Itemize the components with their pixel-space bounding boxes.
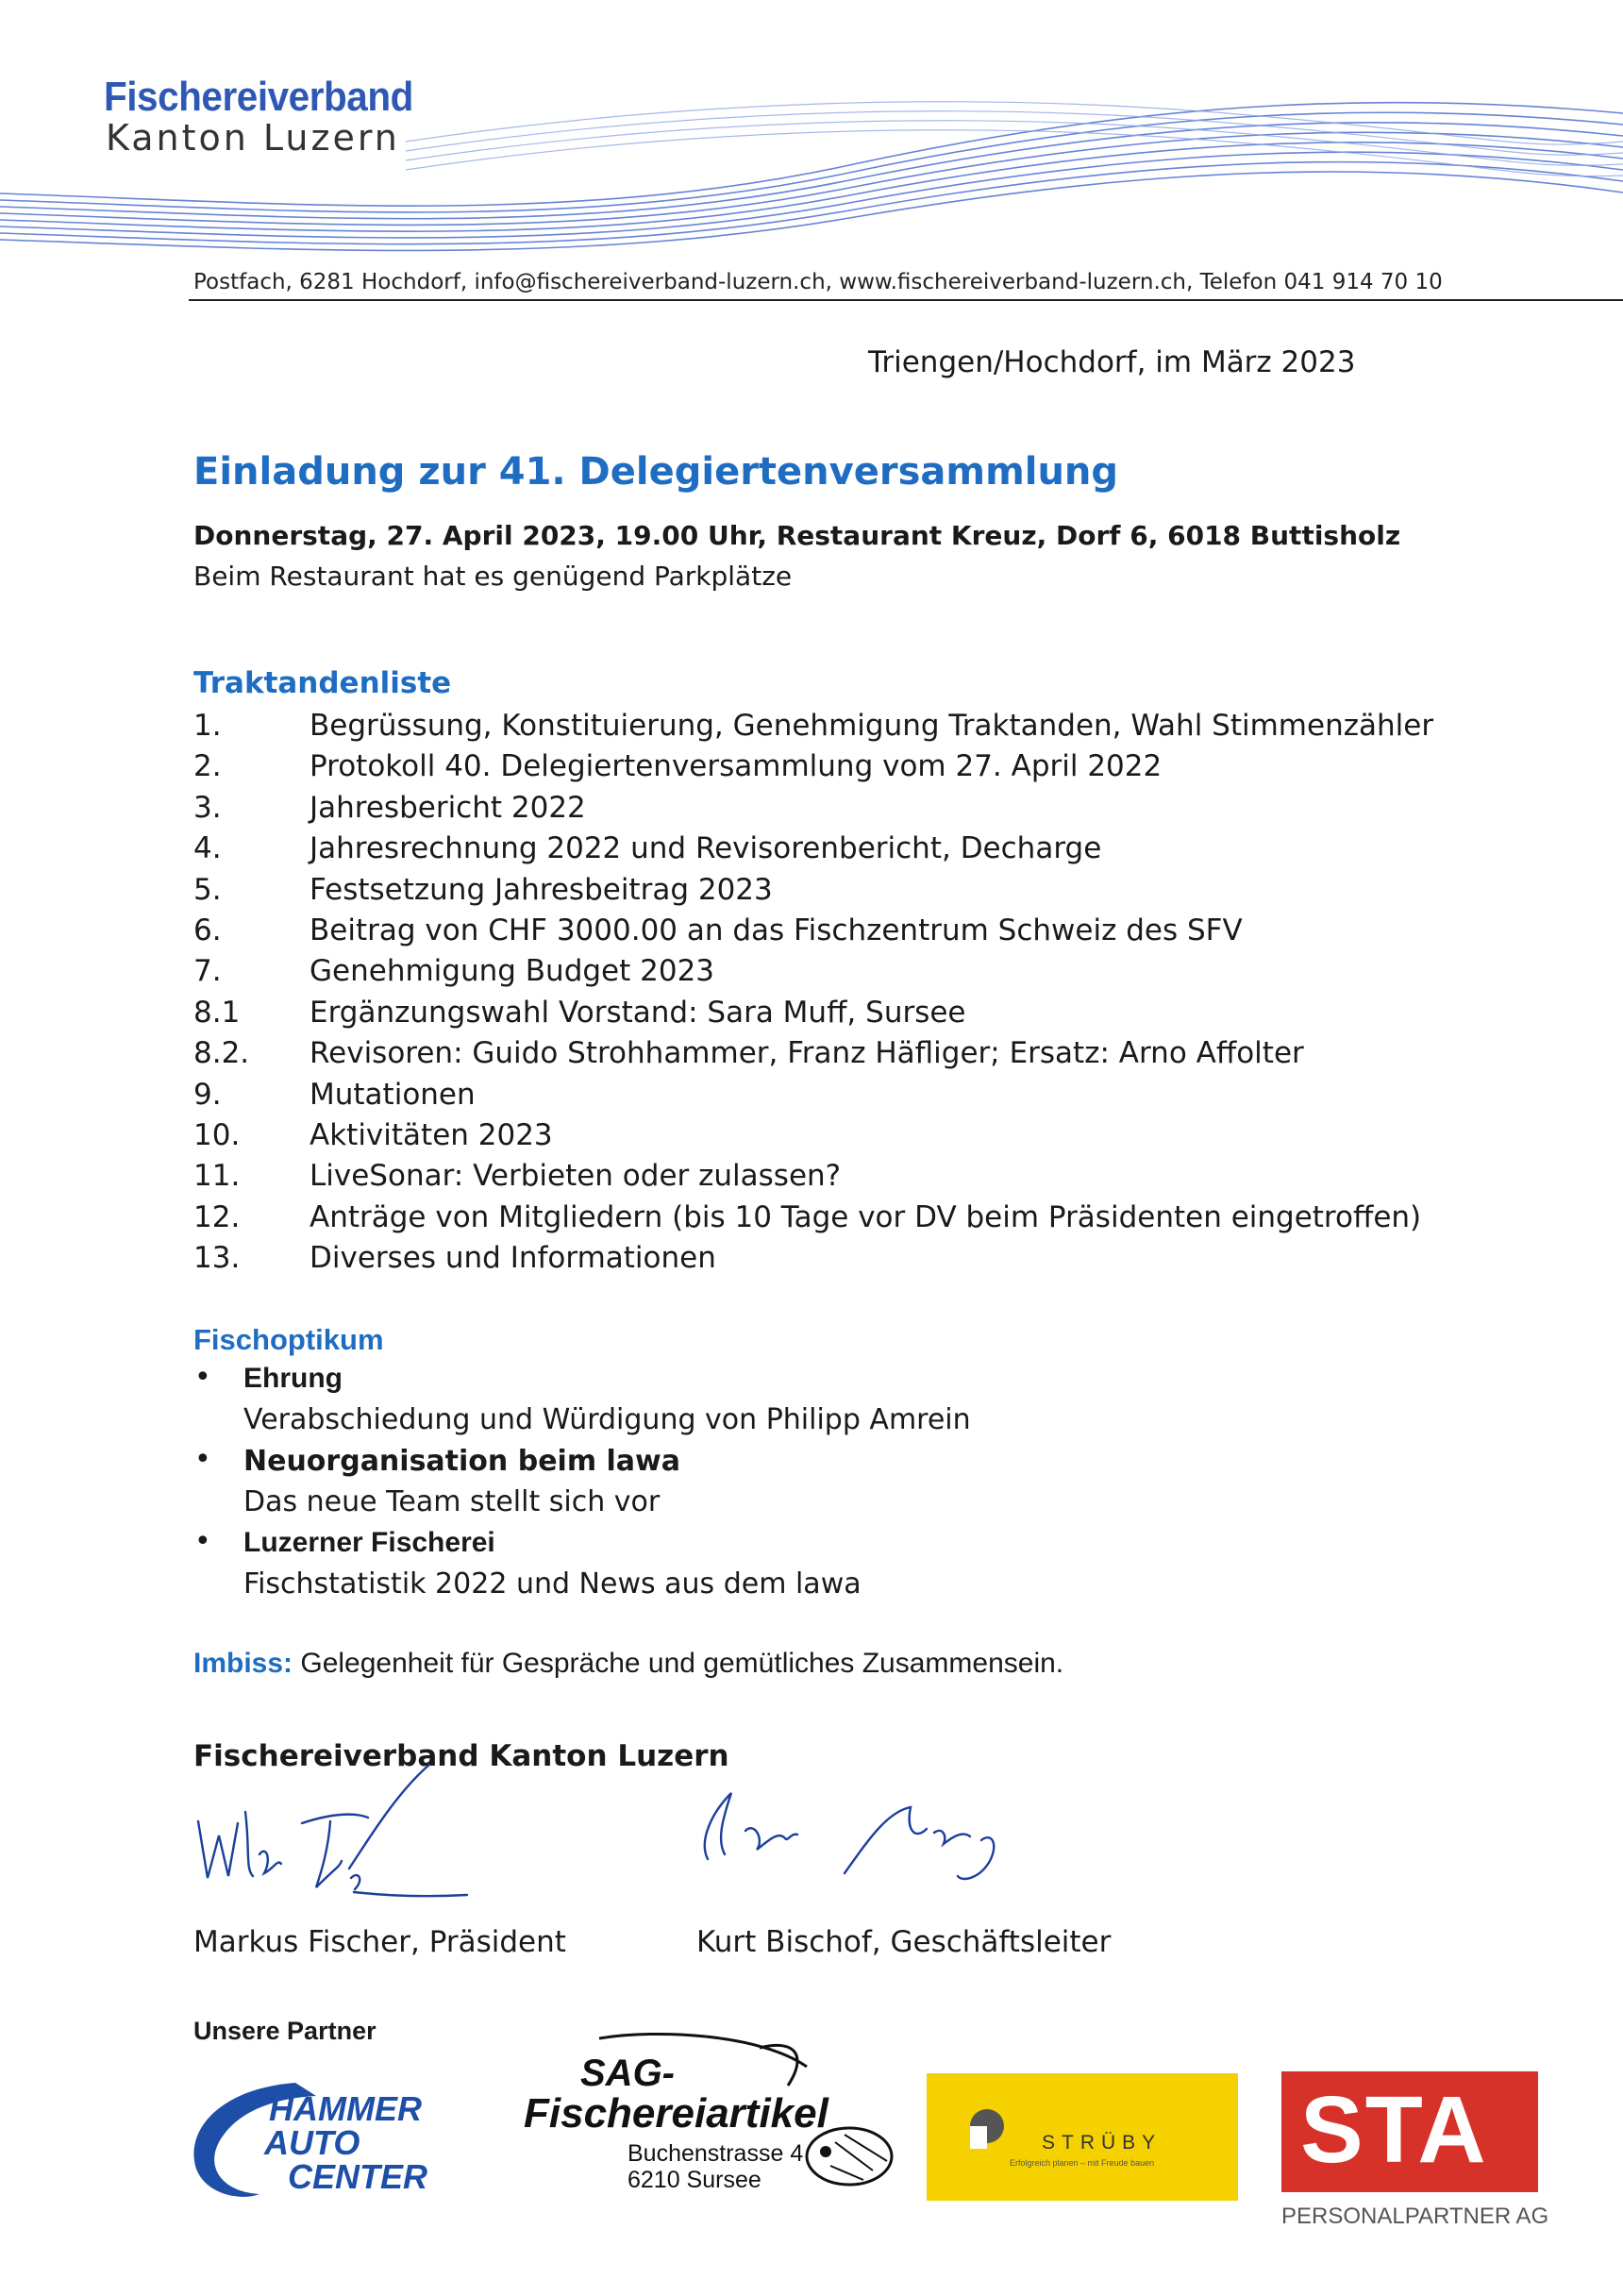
imbiss-label: Imbiss: xyxy=(193,1648,293,1679)
agenda-item-number: 8.2. xyxy=(193,1036,250,1071)
org-logo-name: Fischereiverband xyxy=(104,74,413,120)
bullet-icon: • xyxy=(194,1361,211,1394)
agenda-item-text: Jahresbericht 2022 xyxy=(310,790,586,825)
bullet-icon: • xyxy=(194,1443,211,1476)
agenda-item-number: 6. xyxy=(193,913,222,947)
agenda-item xyxy=(193,954,714,995)
agenda-heading: Traktandenliste xyxy=(193,666,452,700)
agenda-item-number: 3. xyxy=(193,790,222,825)
agenda-item-text: Revisoren: Guido Strohhammer, Franz Häfliger; Ersatz: Arno Affolter xyxy=(310,1036,1304,1071)
bullet-icon: • xyxy=(194,1525,211,1558)
partner-logo-sag xyxy=(524,2029,911,2218)
agenda-item xyxy=(193,791,586,831)
agenda-item-text: Ergänzungswahl Vorstand: Sara Muff, Sursee xyxy=(310,995,966,1030)
agenda-item-number: 2. xyxy=(193,749,222,784)
fischoptikum-heading: Fischoptikum xyxy=(193,1323,384,1356)
agenda-item-text: Aktivitäten 2023 xyxy=(310,1118,553,1152)
sta-wordmark: STA xyxy=(1300,2077,1488,2183)
partners-heading: Unsere Partner xyxy=(193,2017,376,2045)
sag-line-4: 6210 Sursee xyxy=(627,2167,761,2193)
fischoptikum-item-title: Luzerner Fischerei xyxy=(243,1527,495,1558)
agenda-item-number: 12. xyxy=(193,1199,241,1234)
agenda-item-text: Festsetzung Jahresbeitrag 2023 xyxy=(310,872,773,907)
agenda-item-text: Jahresrechnung 2022 und Revisorenbericht, Decharge xyxy=(310,831,1102,866)
sag-line-3: Buchenstrasse 4 xyxy=(627,2140,804,2167)
strueby-wordmark: STRÜBY xyxy=(1042,2132,1163,2154)
agenda-item-text: Diverses und Informationen xyxy=(310,1241,716,1276)
agenda-item xyxy=(193,749,1162,790)
signer-manager: Kurt Bischof, Geschäftsleiter xyxy=(696,1925,1112,1959)
fischoptikum-item-desc: Das neue Team stellt sich vor xyxy=(243,1485,661,1518)
fischoptikum-item-title: Neuorganisation beim lawa xyxy=(243,1445,681,1478)
signer-president: Markus Fischer, Präsident xyxy=(193,1925,566,1959)
agenda-item-number: 4. xyxy=(193,831,222,866)
agenda-item xyxy=(193,873,773,913)
place-date: Triengen/Hochdorf, im März 2023 xyxy=(868,345,1356,379)
sag-line-2: Fischereiartikel xyxy=(524,2090,828,2137)
sag-line-1: SAG- xyxy=(580,2053,675,2094)
signature-manager xyxy=(679,1774,1057,1897)
signature-president xyxy=(179,1755,481,1916)
fischoptikum-item-title: Ehrung xyxy=(243,1363,343,1394)
agenda-item-text: Anträge von Mitgliedern (bis 10 Tage vor DV beim Präsidenten eingetroffen) xyxy=(310,1199,1422,1234)
agenda-item-number: 8.1 xyxy=(193,995,241,1030)
agenda-item xyxy=(193,1200,1421,1241)
fischoptikum-item-desc: Fischstatistik 2022 und News aus dem lawa xyxy=(243,1567,862,1600)
hammer-line-3: CENTER xyxy=(288,2157,428,2196)
hammer-line-1: HAMMER xyxy=(269,2089,422,2128)
event-details: Donnerstag, 27. April 2023, 19.00 Uhr, Restaurant Kreuz, Dorf 6, 6018 Buttisholz xyxy=(193,520,1401,551)
agenda-item-number: 5. xyxy=(193,872,222,907)
partner-logo-hammer xyxy=(184,2071,505,2204)
agenda-item-text: LiveSonar: Verbieten oder zulassen? xyxy=(310,1159,842,1194)
agenda-item-number: 13. xyxy=(193,1241,241,1276)
agenda-item-number: 1. xyxy=(193,709,222,743)
document-title: Einladung zur 41. Delegiertenversammlung xyxy=(193,450,1119,494)
agenda-item-text: Begrüssung, Konstituierung, Genehmigung Traktanden, Wahl Stimmenzähler xyxy=(310,709,1434,743)
imbiss-note xyxy=(193,1648,1063,1680)
agenda-item-number: 10. xyxy=(193,1118,241,1152)
contact-line: Postfach, 6281 Hochdorf, info@fischereiverband-luzern.ch, www.fischereiverband-luzern.ch, Telefon 041 914 70 10 xyxy=(193,270,1443,294)
agenda-item-text: Genehmigung Budget 2023 xyxy=(310,954,715,989)
fischoptikum-item-desc: Verabschiedung und Würdigung von Philipp Amrein xyxy=(243,1403,971,1436)
agenda-item xyxy=(193,709,1433,749)
parking-note: Beim Restaurant hat es genügend Parkplätze xyxy=(193,561,793,592)
agenda-item-text: Protokoll 40. Delegiertenversammlung vom 27. April 2022 xyxy=(310,749,1163,784)
agenda-item xyxy=(193,1036,1304,1077)
agenda-item xyxy=(193,1241,716,1282)
agenda-item xyxy=(193,831,1101,872)
partner-logo-sta xyxy=(1281,2071,1538,2192)
org-logo-subtitle: Kanton Luzern xyxy=(106,117,400,159)
agenda-item-text: Mutationen xyxy=(310,1077,476,1112)
agenda-item-number: 9. xyxy=(193,1077,222,1112)
sta-subtitle: PERSONALPARTNER AG xyxy=(1281,2204,1549,2229)
agenda-item xyxy=(193,1159,841,1199)
agenda-item-number: 7. xyxy=(193,954,222,989)
agenda-item-text: Beitrag von CHF 3000.00 an das Fischzentrum Schweiz des SFV xyxy=(310,913,1243,947)
header-rule xyxy=(189,299,1623,301)
agenda-item xyxy=(193,1118,553,1159)
agenda-item-number: 11. xyxy=(193,1159,241,1194)
agenda-item xyxy=(193,913,1243,954)
agenda-item xyxy=(193,996,966,1036)
agenda-item xyxy=(193,1078,476,1118)
signoff-org: Fischereiverband Kanton Luzern xyxy=(193,1739,729,1773)
strueby-tagline: Erfolgreich planen – mit Freude bauen xyxy=(1010,2158,1155,2168)
imbiss-text: Gelegenheit für Gespräche und gemütliches Zusammensein. xyxy=(293,1648,1064,1679)
partner-logo-strueby xyxy=(927,2073,1238,2201)
hammer-line-2: AUTO xyxy=(264,2123,360,2162)
